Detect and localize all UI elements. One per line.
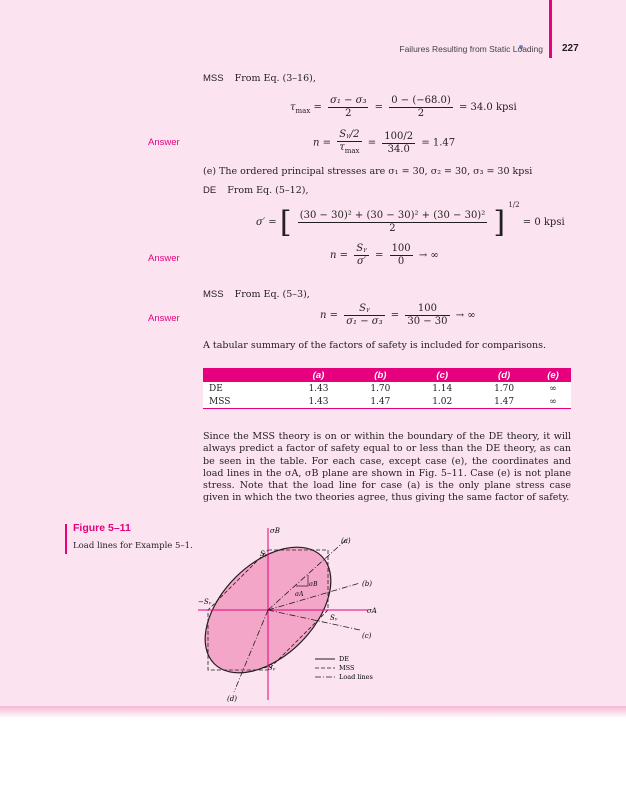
legend-mss-label: MSS — [339, 664, 355, 672]
figure-caption: Load lines for Example 5–1. — [73, 541, 193, 551]
table-cell: 1.43 — [288, 395, 350, 409]
mss2-safety-factor-equation: n = $\frac{\text{Sᵧ}}{\text{σ₁ − σ₃}}$ = $\frac{100}{30 - 30}$ → ∞ — [320, 303, 476, 327]
mss2-ref-line: MSS From Eq. (5–3), — [203, 289, 310, 300]
table-header-cell — [203, 368, 288, 382]
table-row — [203, 395, 571, 409]
table-header-cell: (b) — [349, 368, 411, 382]
table-cell: ∞ — [535, 382, 571, 395]
answer-label-3: Answer — [148, 313, 180, 324]
sigma-a-label: σA — [367, 607, 377, 615]
figure-accent-bar — [65, 524, 67, 554]
load-case-a-label: (a) — [341, 537, 351, 545]
table-cell: 1.47 — [349, 395, 411, 409]
load-line-figure — [198, 520, 383, 705]
mss-ref-line: MSS From Eq. (3–16), — [203, 73, 316, 84]
table-header-cell: (d) — [473, 368, 535, 382]
table-cell: 1.02 — [411, 395, 473, 409]
answer-label-2: Answer — [148, 253, 180, 264]
legend-de-label: DE — [339, 655, 349, 663]
table-cell: 1.14 — [411, 382, 473, 395]
load-case-b-label: (b) — [362, 580, 372, 588]
table-cell: MSS — [203, 395, 288, 409]
sigma-b-label: σB — [270, 527, 280, 535]
table-cell: 1.47 — [473, 395, 535, 409]
header-accent-bar — [549, 0, 552, 58]
de-ref-line: DE From Eq. (5–12), — [203, 185, 309, 196]
load-case-d-label: (d) — [227, 695, 237, 703]
slope-sigma-b-label: σB — [309, 581, 318, 588]
figure-title: Figure 5–11 — [73, 522, 131, 534]
answer-label-1: Answer — [148, 137, 180, 148]
von-mises-equation: σ′ = [ $\frac{\text{(30 − 30)² + (30 − 30)² + (30 − 30)²}}{2}$ ] $^{1/2}$ = 0 kpsi — [256, 201, 565, 240]
sy-top-label: Sᵧ — [260, 550, 268, 558]
summary-intro: A tabular summary of the factors of safety is included for comparisons. — [203, 340, 547, 351]
table-cell: DE — [203, 382, 288, 395]
tau-max-equation: $\tau_{max}$ = $\frac{\text{σ₁ − σ₃}}{2}$ = $\frac{0 - (-68.0)}{2}$ = 34.0 kpsi — [290, 95, 517, 119]
part-e-intro: (e) The ordered principal stresses are σ₁ = 30, σ₂ = 30, σ₃ = 30 kpsi — [203, 166, 533, 177]
table-cell: 1.43 — [288, 382, 350, 395]
neg-sy-left-label: −Sᵧ — [198, 598, 212, 606]
table-header-row — [203, 368, 571, 382]
page-bottom-band — [0, 706, 626, 718]
sy-right-label: Sᵧ — [330, 614, 338, 622]
table-header-cell: (a) — [288, 368, 350, 382]
running-header: Failures Resulting from Static Loading — [399, 44, 543, 54]
closing-paragraph: Since the MSS theory is on or within the boundary of the DE theory, it will always predict a factor of safety equal to or less than the DE theory, as can be seen in the table. For each case, except case (e), the coordinates and load lines in the σA, σB plane are shown in Fig. 5–11. Case (e) is not plane stress. Note that the load line for case (a) is the only plane stress case given in which the two theories agree, thus giving the same factor of safety. — [203, 431, 571, 504]
table-row — [203, 382, 571, 395]
load-case-c-label: (c) — [362, 632, 372, 640]
mss-safety-factor-equation: n = $\frac{\text{Sᵧ/2}}{\tau_{max}}$ = $\frac{100/2}{34.0}$ = 1.47 — [313, 129, 456, 155]
table-cell: 1.70 — [349, 382, 411, 395]
de-safety-factor-equation: n = $\frac{\text{Sᵧ}}{\sigma'}$ = $\frac{100}{0}$ → ∞ — [330, 243, 439, 267]
table-header-cell: (e) — [535, 368, 571, 382]
table-cell: 1.70 — [473, 382, 535, 395]
safety-factor-table — [203, 368, 571, 409]
table-header-cell: (c) — [411, 368, 473, 382]
table-cell: ∞ — [535, 395, 571, 409]
legend-load-lines-label: Load lines — [339, 673, 373, 681]
neg-sy-bottom-label: −Sᵧ — [262, 664, 276, 672]
slope-sigma-a-label: σA — [295, 591, 304, 598]
page-number: 227 — [562, 43, 579, 54]
